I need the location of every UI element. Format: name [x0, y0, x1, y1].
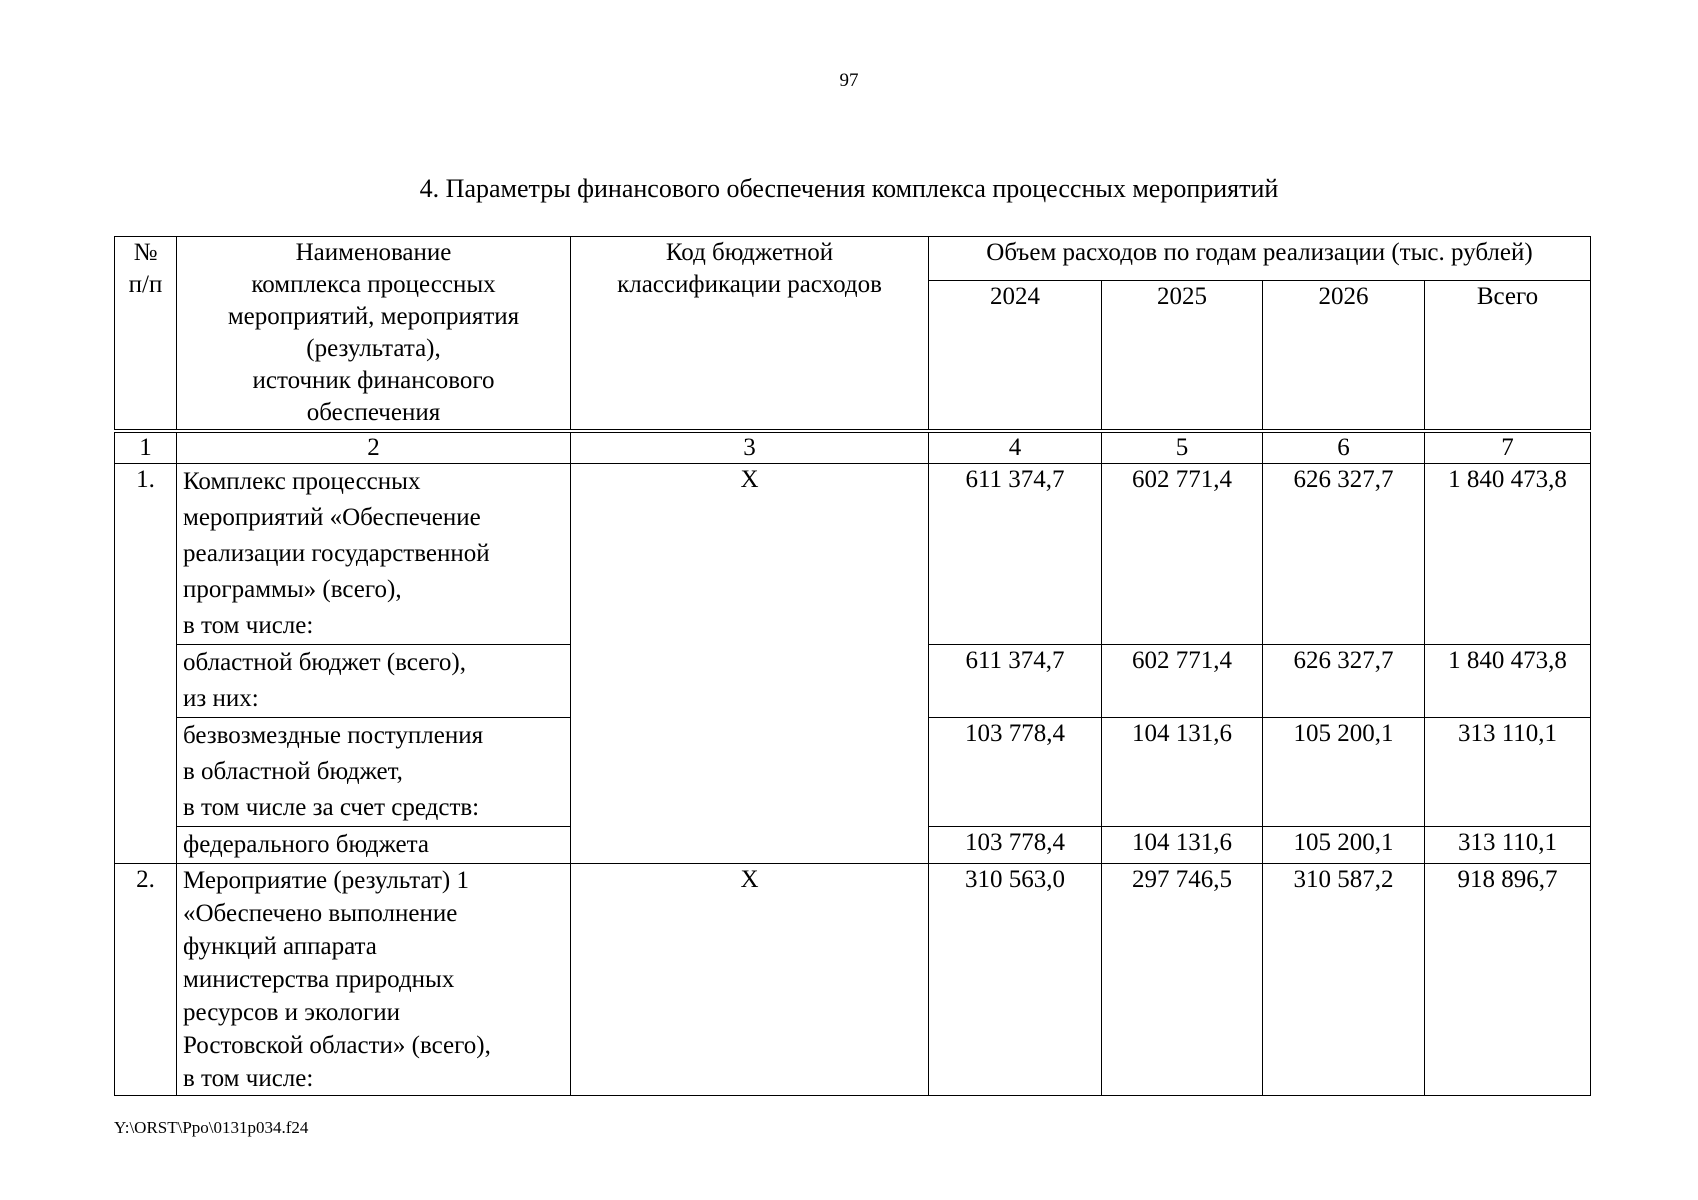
row-name-line: безвозмездные поступления	[183, 722, 484, 749]
value-2025: 602 771,4	[1102, 464, 1263, 645]
value-total: 1 840 473,8	[1425, 645, 1591, 718]
header-number-line: п/п	[128, 271, 163, 298]
header-name-line: комплекса процессных	[251, 271, 496, 298]
column-index: 2	[177, 431, 571, 464]
row-name-line: Комплекс процессных	[183, 468, 421, 495]
column-index: 6	[1263, 431, 1425, 464]
row-name-line: федерального бюджета	[183, 831, 429, 858]
value-2026: 626 327,7	[1263, 464, 1425, 645]
row-name-line: областной бюджет (всего),	[183, 649, 466, 676]
row-name-line: программы» (всего),	[183, 576, 402, 603]
row-name-line: функций аппарата	[183, 933, 377, 960]
row-name-line: Мероприятие (результат) 1	[183, 867, 469, 894]
row-name-line: «Обеспечено выполнение	[183, 900, 458, 927]
column-index: 4	[929, 431, 1102, 464]
row-name	[177, 464, 571, 645]
header-volume: Объем расходов по годам реализации (тыс. рублей)	[929, 237, 1591, 281]
header-code-line: Код бюджетной	[665, 239, 834, 266]
row-number: 1.	[115, 464, 177, 864]
header-year-2024: 2024	[929, 281, 1102, 432]
row-name-line: мероприятий «Обеспечение	[183, 504, 481, 531]
row-name-line: ресурсов и экологии	[183, 999, 401, 1026]
column-index-row	[115, 431, 1591, 464]
table-row	[115, 464, 1591, 645]
value-2025: 104 131,6	[1102, 718, 1263, 827]
column-index: 7	[1425, 431, 1591, 464]
row-name-line: в том числе:	[183, 612, 314, 639]
row-name	[177, 718, 571, 827]
row-name	[177, 645, 571, 718]
row-name-line: из них:	[183, 685, 259, 712]
header-code-line: классификации расходов	[617, 271, 882, 298]
value-total: 313 110,1	[1425, 827, 1591, 864]
column-index: 5	[1102, 431, 1263, 464]
column-index: 3	[571, 431, 929, 464]
value-2026: 626 327,7	[1263, 645, 1425, 718]
row-name-line: министерства природных	[183, 966, 455, 993]
row-name-line: в областной бюджет,	[183, 758, 403, 785]
header-year-2026: 2026	[1263, 281, 1425, 432]
column-index: 1	[115, 431, 177, 464]
value-2024: 611 374,7	[929, 645, 1102, 718]
value-total: 1 840 473,8	[1425, 464, 1591, 645]
value-2024: 103 778,4	[929, 718, 1102, 827]
section-title: 4. Параметры финансового обеспечения комплекса процессных мероприятий	[419, 174, 1279, 203]
row-name-line: реализации государственной	[183, 540, 490, 567]
value-total: 918 896,7	[1425, 864, 1591, 1096]
row-name	[177, 827, 571, 864]
header-name-line: Наименование	[295, 239, 452, 266]
file-path-footer: Y:\ORST\Ppo\0131p034.f24	[114, 1118, 309, 1137]
value-2026: 105 200,1	[1263, 718, 1425, 827]
header-name-line: мероприятий, мероприятия	[227, 303, 520, 330]
value-2026: 310 587,2	[1263, 864, 1425, 1096]
header-year-2025: 2025	[1102, 281, 1263, 432]
header-total: Всего	[1425, 281, 1591, 432]
header-name-line: обеспечения	[306, 399, 441, 426]
value-2025: 104 131,6	[1102, 827, 1263, 864]
value-2025: 297 746,5	[1102, 864, 1263, 1096]
header-name	[177, 237, 571, 432]
row-name	[177, 864, 571, 1096]
header-number-line: №	[133, 239, 158, 266]
row-budget-code: X	[571, 864, 929, 1096]
header-number	[115, 237, 177, 432]
value-2025: 602 771,4	[1102, 645, 1263, 718]
value-2024: 310 563,0	[929, 864, 1102, 1096]
table-row	[115, 864, 1591, 1096]
row-budget-code: X	[571, 464, 929, 864]
page-number: 97	[839, 70, 859, 91]
row-name-line: в том числе:	[183, 1065, 314, 1092]
value-2026: 105 200,1	[1263, 827, 1425, 864]
value-2024: 103 778,4	[929, 827, 1102, 864]
row-name-line: Ростовской области» (всего),	[183, 1032, 491, 1059]
value-total: 313 110,1	[1425, 718, 1591, 827]
financing-table	[114, 236, 1591, 1096]
header-name-line: источник финансового	[252, 367, 495, 394]
row-number: 2.	[115, 864, 177, 1096]
header-budget-code	[571, 237, 929, 432]
row-name-line: в том числе за счет средств:	[183, 794, 480, 821]
header-name-line: (результата),	[306, 335, 441, 362]
value-2024: 611 374,7	[929, 464, 1102, 645]
